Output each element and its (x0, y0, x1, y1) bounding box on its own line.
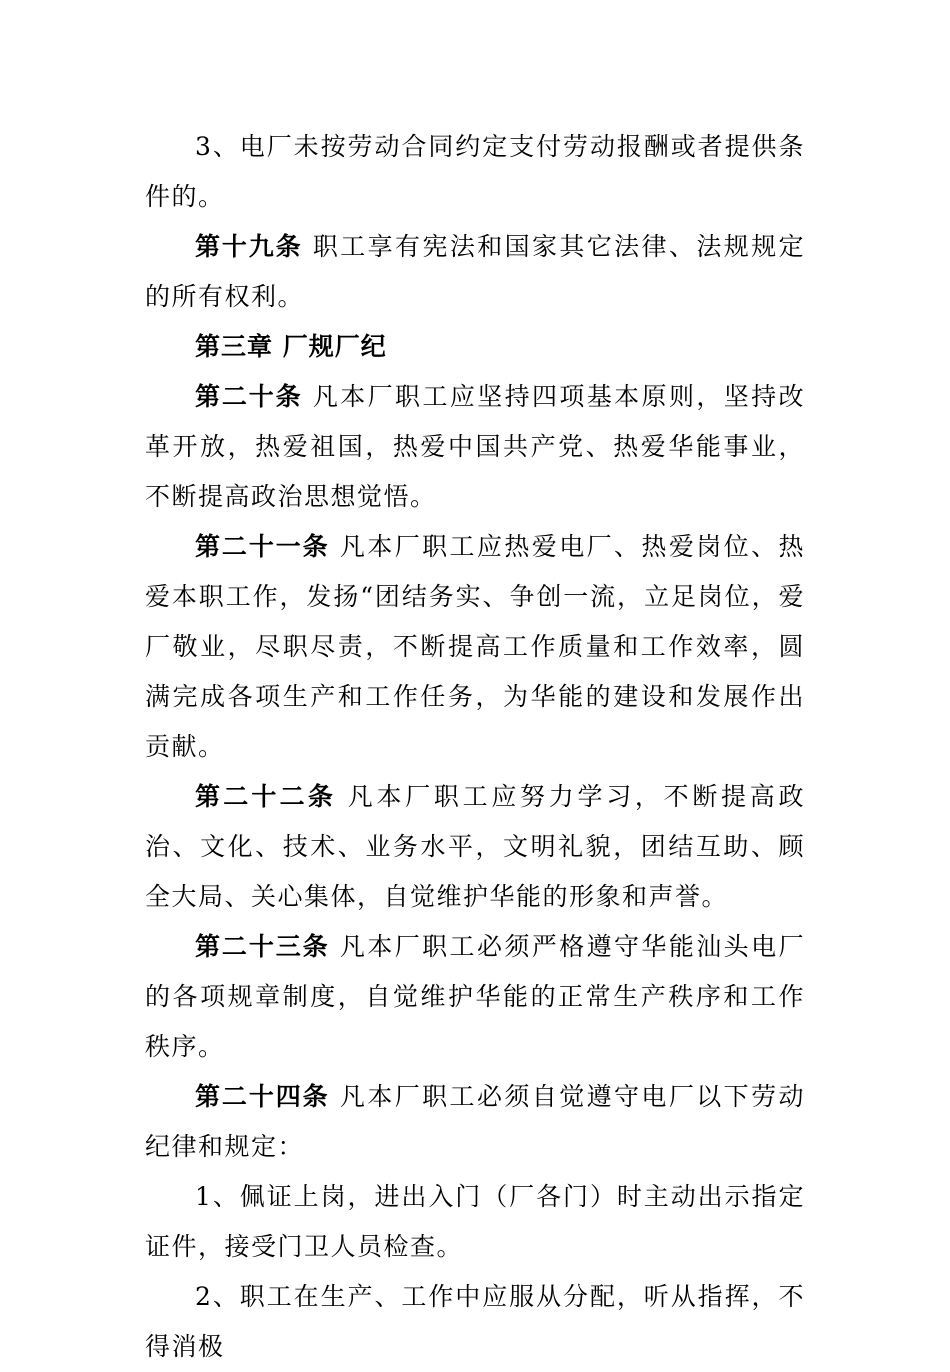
article-label: 第二十条 (195, 382, 303, 411)
paragraph-text: 职工享有宪法和国家其它法律、法规规定的所有权利。 (145, 232, 805, 311)
chapter-title: 第三章 厂规厂纪 (195, 332, 387, 361)
item-2-paragraph (145, 1272, 805, 1372)
paragraph-text: 1、佩证上岗，进出入门（厂各门）时主动出示指定证件，接受门卫人员检查。 (145, 1182, 805, 1261)
article-21-paragraph (145, 522, 805, 772)
article-22-paragraph (145, 772, 805, 922)
article-23-paragraph (145, 922, 805, 1072)
item-1-paragraph (145, 1172, 805, 1272)
paragraph-text: 凡本厂职工应热爱电厂、热爱岗位、热爱本职工作，发扬“团结务实、争创一流，立足岗位，爱厂敬业，尽职尽责，不断提高工作质量和工作效率，圆满完成各项生产和工作任务，为华能的建设和发展作出贡献。 (145, 532, 805, 761)
article-label: 第十九条 (195, 232, 303, 261)
chapter-heading (145, 322, 805, 372)
paragraph-text: 3、电厂未按劳动合同约定支付劳动报酬或者提供条件的。 (145, 132, 805, 211)
article-24-paragraph (145, 1072, 805, 1172)
article-label: 第二十四条 (195, 1082, 330, 1111)
article-19-paragraph (145, 222, 805, 322)
article-label: 第二十一条 (195, 532, 330, 561)
article-label: 第二十二条 (195, 782, 337, 811)
paragraph-text: 凡本厂职工必须自觉遵守电厂以下劳动纪律和规定： (145, 1082, 805, 1161)
item-3-paragraph (145, 122, 805, 222)
paragraph-text: 凡本厂职工必须严格遵守华能汕头电厂的各项规章制度，自觉维护华能的正常生产秩序和工作秩序。 (145, 932, 805, 1061)
article-20-paragraph (145, 372, 805, 522)
document-page (145, 122, 805, 1372)
paragraph-text: 凡本厂职工应坚持四项基本原则，坚持改革开放，热爱祖国，热爱中国共产党、热爱华能事业，不断提高政治思想觉悟。 (145, 382, 805, 511)
paragraph-text: 凡本厂职工应努力学习，不断提高政治、文化、技术、业务水平，文明礼貌，团结互助、顾全大局、关心集体，自觉维护华能的形象和声誉。 (145, 782, 805, 911)
article-label: 第二十三条 (195, 932, 330, 961)
paragraph-text: 2、职工在生产、工作中应服从分配，听从指挥，不得消极 (145, 1282, 805, 1361)
